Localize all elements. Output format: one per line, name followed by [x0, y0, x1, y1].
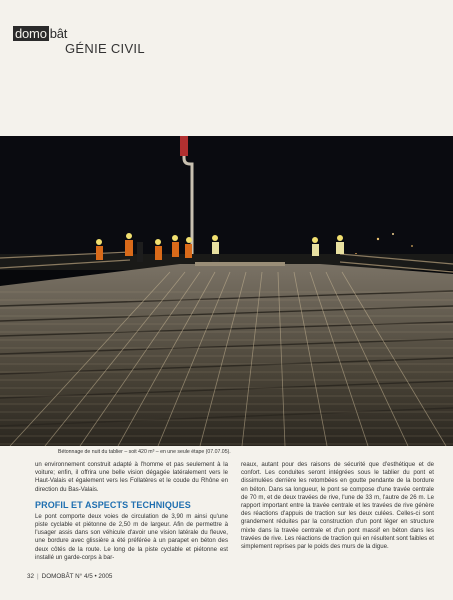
issue-year: 2005 [98, 573, 113, 580]
article-column-2 [241, 461, 434, 551]
section-title: GÉNIE CIVIL [65, 41, 145, 56]
article-paragraph: un environnement construit adapté à l'homme et pas seulement à la voiture; enfin, il offrira une belle vision dégagée latéralement vers le Haut-Valais et également vers les Follatères et le coude du Rhône en direction du Bas-Valais. [35, 461, 228, 493]
footer-bullet: • [94, 573, 97, 580]
page-footer [27, 573, 112, 580]
brand-logo [13, 26, 68, 41]
section-subhead: PROFIL ET ASPECTS TECHNIQUES [35, 499, 191, 510]
article-column-1 [35, 461, 228, 562]
page-number: 32 [27, 573, 35, 580]
brand-logo-light: bât [49, 26, 68, 41]
magazine-header [13, 26, 145, 56]
magazine-issue: DOMOBÂT N° 4/5 [41, 573, 93, 580]
footer-separator: | [37, 573, 39, 580]
construction-photo [0, 136, 453, 446]
photo-caption: Bétonnage de nuit du tablier – soit 420 m³ – en une seule étape (07.07.05). [58, 449, 231, 455]
night-concreting-image [0, 136, 453, 446]
article-paragraph: reaux, autant pour des raisons de sécurité que d'esthétique et de confort. Les conduites seront intégrées sous le tablier du pont et dissimulées derrière les retombées en goutte pendante de la bordure en béton. Dans sa longueur, le pont se compose d'une travée centrale de 70 m, et de deux travées de rive, l'une de 33 m, l'autre de 26 m. Le rapport important entre la travée centrale et les travées de rive génère des réactions d'appuis de traction sur les deux culées. Celles-ci sont grandement réduites par la construction d'un pont léger en structure mixte dans la travée centrale et d'un pont massif en béton dans les travées de rive. Les réactions de traction qui en résultent sont faibles et simplement reprises par le poids des murs de la digue. [241, 461, 434, 551]
brand-logo-dark: domo [15, 26, 47, 41]
article-paragraph: Le pont comporte deux voies de circulation de 3,90 m ainsi qu'une piste cyclable et piétonne de 2,50 m de largeur. Afin de permettre à l'usager assis dans son véhicule d'avoir une vision latérale du fleuve, une bordure avec glissière a été préférée à un parapet en béton des deux côtés de la route. Le long de la piste cyclable et piétonne est installé un garde-corps à bar- [35, 512, 228, 561]
